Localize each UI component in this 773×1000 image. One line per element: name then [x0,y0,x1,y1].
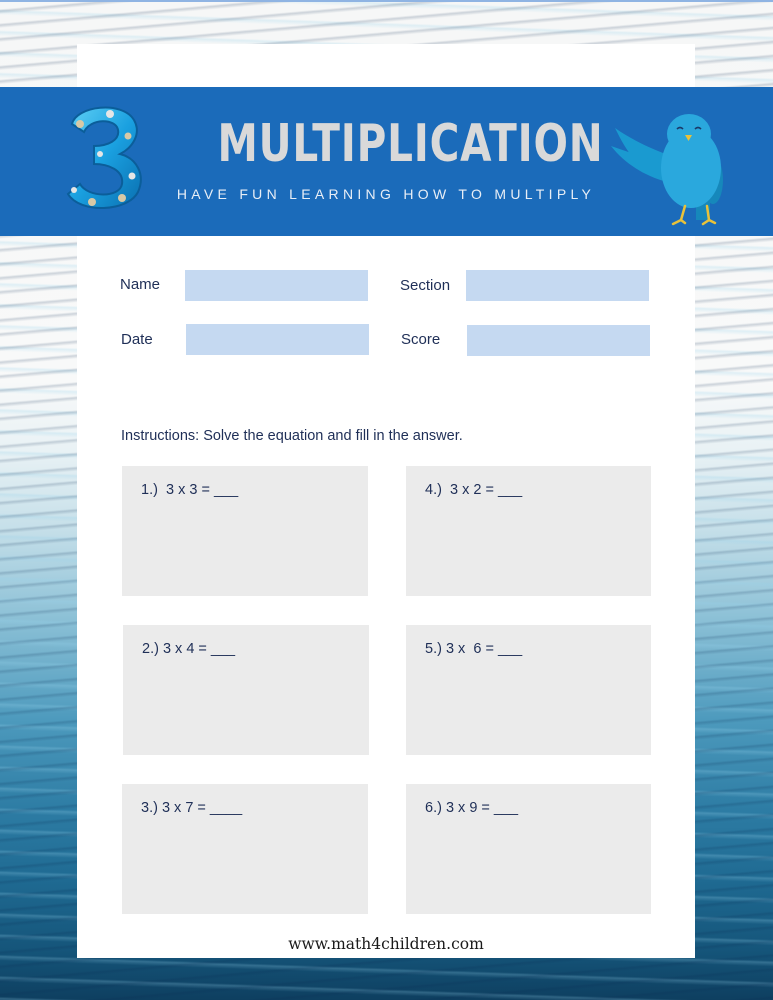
question-box-6[interactable] [406,784,651,914]
question-box-2[interactable] [123,625,369,755]
name-input[interactable] [185,270,368,301]
website-footer: www.math4children.com [288,935,484,953]
section-label: Section [400,277,451,294]
score-input[interactable] [467,325,650,356]
question-text: 5.) 3 x 6 = ___ [425,641,523,657]
page-subtitle: HAVE FUN LEARNING HOW TO MULTIPLY [176,186,596,202]
question-box-1[interactable] [122,466,368,596]
question-box-3[interactable] [122,784,368,914]
question-text: 2.) 3 x 4 = ___ [142,641,236,657]
date-input[interactable] [186,324,369,355]
name-label: Name [120,276,161,293]
question-box-5[interactable] [406,625,651,755]
question-text: 1.) 3 x 3 = ___ [141,482,239,498]
balloon-number-three-icon [62,102,148,212]
top-border-line [0,0,773,2]
score-label: Score [401,331,441,348]
question-box-4[interactable] [406,466,651,596]
page-title: MULTIPLICATION [217,114,604,174]
section-input[interactable] [466,270,649,301]
question-text: 3.) 3 x 7 = ____ [141,800,243,816]
question-text: 6.) 3 x 9 = ___ [425,800,519,816]
blue-bird-icon [605,108,730,228]
question-text: 4.) 3 x 2 = ___ [425,482,523,498]
instructions-text: Instructions: Solve the equation and fill in the answer. [121,428,463,444]
date-label: Date [121,331,153,348]
